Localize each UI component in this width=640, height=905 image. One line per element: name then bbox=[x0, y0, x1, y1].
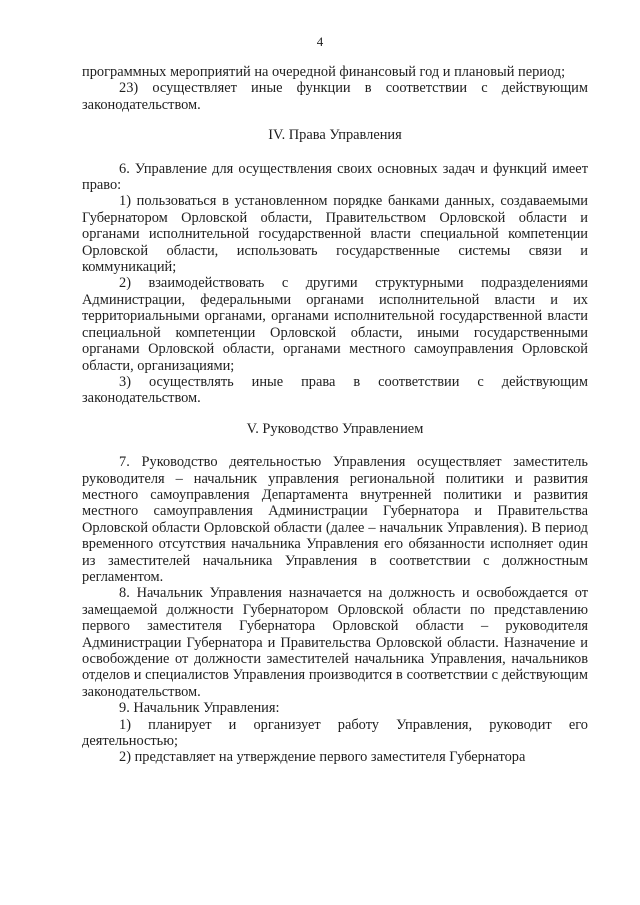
paragraph-9-item-1: 1) планирует и организует работу Управления, руководит его деятельностью; bbox=[82, 716, 588, 750]
paragraph-9-item-2: 2) представляет на утверждение первого заместителя Губернатора bbox=[119, 749, 526, 766]
paragraph-item-23: 23) осуществляет иные функции в соответствии с действующим законодательством. bbox=[82, 80, 588, 113]
section-heading-v: V. Руководство Управлением bbox=[246, 420, 424, 437]
paragraph-8: 8. Начальник Управления назначается на должность и освобождается от замещаемой должности Губернатором Орловской области по представлению первого заместителя Губернатора Орловской области – руководителя Администрации Губернатора и Правительства Орловской области. Назначение и освобождение от должности заместителей начальника Управления, начальников отделов и специалистов Управления производится в соответствии с действующим законодательством. bbox=[82, 585, 588, 700]
section-heading-iv: IV. Права Управления bbox=[268, 127, 402, 144]
paragraph-6-item-3: 3) осуществлять иные права в соответствии с действующим законодательством. bbox=[82, 373, 588, 407]
paragraph-6: 6. Управление для осуществления своих основных задач и функций имеет право: bbox=[82, 160, 588, 194]
paragraph-6-item-1: 1) пользоваться в установленном порядке банками данных, создаваемыми Губернатором Орловской области, Правительством Орловской области и органами исполнительной государственной власти специальной компетенции Орловской области, использовать государственные системы связи и коммуникаций; bbox=[82, 193, 588, 276]
paragraph-9: 9. Начальник Управления: bbox=[119, 700, 280, 717]
paragraph-continuation: программных мероприятий на очередной финансовый год и плановый период; bbox=[82, 64, 566, 80]
document-body bbox=[82, 64, 588, 766]
paragraph-7: 7. Руководство деятельностью Управления осуществляет заместитель руководителя – начальник управления региональной политики и развития местного самоуправления Департамента внутренней политики и развития местного самоуправления Администрации Губернатора и Правительства Орловской области Орловской области (далее – начальник Управления). В период временного отсутствия начальника Управления его обязанности исполняет один из заместителей начальника Управления в соответствии с должностным регламентом. bbox=[82, 454, 588, 585]
page-number: 4 bbox=[316, 34, 324, 49]
paragraph-6-item-2: 2) взаимодействовать с другими структурными подразделениями Администрации, федеральными органами исполнительной власти и их территориальными органами, органами исполнительной государственной власти специальной компетенции Орловской области, иными государственными органами Орловской области, органами местного самоуправления Орловской области, организациями; bbox=[82, 275, 588, 374]
